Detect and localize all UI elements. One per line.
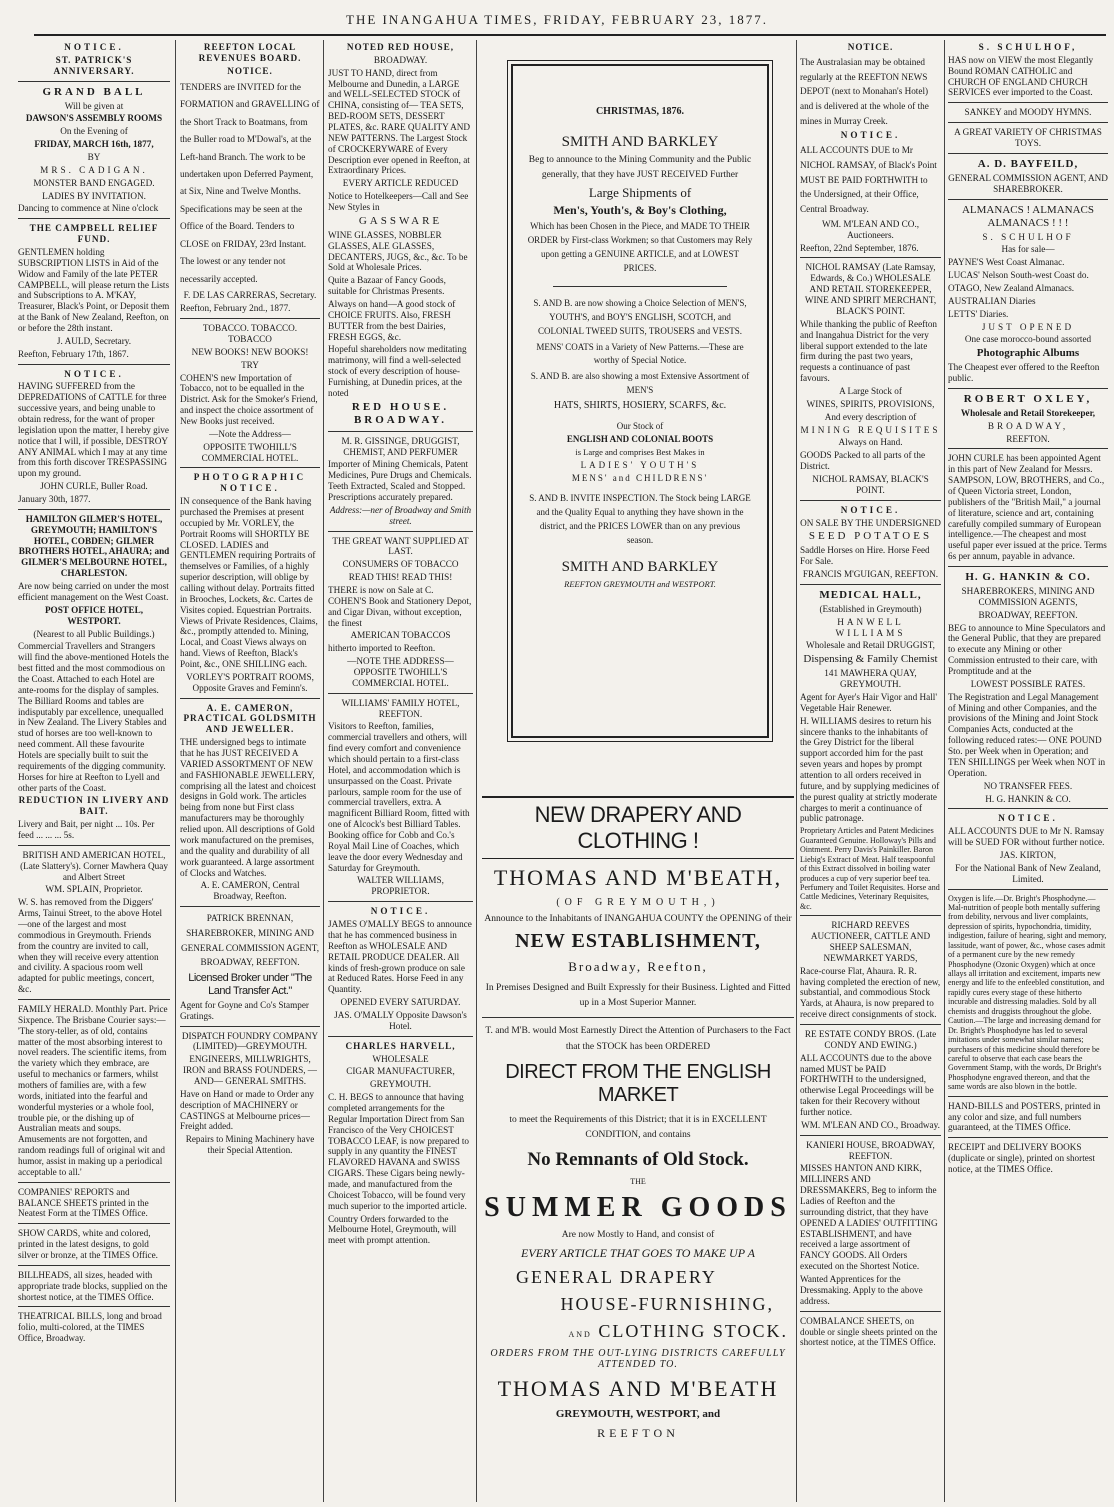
notice-heading: NOTICE.: [64, 368, 124, 379]
every-description: And every description of: [824, 411, 917, 422]
theatrical-bills: THEATRICAL BILLS, long and broad folio, multi-colored, at the TIMES Office, Broadway.: [18, 1311, 162, 1344]
rule: [18, 999, 170, 1000]
location-line: Broadway, Reefton,: [568, 959, 708, 974]
rule: [18, 218, 170, 219]
hotel-proprietor: WM. SPLAIN, Proprietor.: [45, 884, 143, 895]
rule: [948, 102, 1108, 103]
chosen-body: Which has been Chosen in the Piece, and MADE TO THEIR ORDER by First-class Workmen; so that Customers may Rely upon getting a GENUINE ARTICLE, and at LOWEST PRICES.: [527, 220, 753, 273]
ball-band: MONSTER BAND ENGAGED.: [33, 177, 155, 188]
rule: [328, 531, 473, 532]
post-office-hotel: POST OFFICE HOTEL, WESTPORT.: [44, 604, 144, 626]
meet-requirements: to meet the Requirements of this District; that it is in EXCELLENT CONDITION, and contains: [509, 1114, 767, 1140]
wholesale-label: WHOLESALE: [372, 1053, 429, 1064]
smith-barkley-intro: Beg to announce to the Mining Community and the Public generally, that they have JUST RECEIVED Further: [528, 155, 752, 180]
boots-heading: ENGLISH AND COLONIAL BOOTS: [566, 434, 714, 444]
direct-attention: T. and M'B. would Most Earnestly Direct the Attention of Purchasers to the Fact that the STOCK has been ORDERED: [485, 1026, 791, 1052]
almanacs-heading: ALMANACS ! ALMANACS ALMANACS ! ! !: [961, 203, 1095, 229]
brennan-heading: PATRICK BRENNAN, SHAREBROKER, MINING AND GENERAL COMMISSION AGENT, BROADWAY, REEFTON.: [180, 913, 320, 968]
notice-heading: NOTICE.: [64, 42, 124, 52]
announce-line: Announce to the Inhabitants of INANGAHUA COUNTY the OPENING of their: [484, 914, 792, 924]
ramsay-signature: NICHOL RAMSAY, BLACK'S POINT.: [812, 473, 929, 495]
relief-fund-heading: THE CAMPBELL RELIEF FUND.: [29, 223, 159, 245]
rule: [18, 81, 170, 82]
engineers-body: Have on Hand or made to Order any description of MACHINERY or CASTINGS at Melbourne prices—Freight added.: [180, 1088, 314, 1132]
mguigan-signature: FRANCIS M'GUIGAN, REEFTON.: [802, 569, 939, 580]
new-books-heading: NEW BOOKS! NEW BOOKS!: [191, 346, 309, 357]
british-american-body: W. S. has removed from the Diggers' Arms, Tainui Street, to the above Hotel—one of the largest and most commodious in Greymouth. Friends from the country are invited to call, when they will receive every attention and civility. A spacious room well adapted for public meetings, concert, &c.: [18, 897, 163, 995]
hankin-signature: H. G. HANKIN & CO.: [985, 793, 1071, 804]
rule: [18, 1182, 170, 1183]
mclean-signature: WM. M'LEAN AND CO., Auctioneers.: [821, 218, 920, 240]
clothing-stock-text: CLOTHING STOCK.: [598, 1321, 788, 1342]
saddle-horses: Saddle Horses on Hire. Horse Feed For Sale.: [800, 545, 930, 567]
commission-agent: GENERAL COMMISSION AGENT, AND SHAREBROKER.: [948, 172, 1108, 194]
oxley-reefton: REEFTON.: [1006, 433, 1050, 444]
schulhof-body: HAS now on VIEW the most Elegantly Bound ROMAN CATHOLIC and CHURCH OF ENGLAND CHURCH SERVICES ever imported to the Coast.: [948, 54, 1094, 98]
rule: [180, 1026, 320, 1027]
large-shipments: Large Shipments of: [588, 184, 692, 200]
rule: [800, 257, 941, 258]
post-office-sub: (Nearest to all Public Buildings.): [33, 628, 155, 639]
rule: [482, 1017, 794, 1018]
column-6: [948, 40, 1108, 1502]
post-office-body: Commercial Travellers and Strangers will find the above-mentioned Hotels the best fitted and the most commodious on the Coast. Attached to each Hotel are ante-rooms for the display of samples. The Billiard Rooms and tables are indisputably par excellence, unequalled in New Zealand. The Livery Stables and stud of horses are too well-known to need comment. All these favourite Hotels are specially built to suit the requirements of the digging community. Horses for hire at Reefton to Lyell and other parts of the Coast.: [18, 641, 169, 793]
makers-line: is Large and comprises Best Makes in: [575, 447, 705, 458]
rule: [948, 448, 1108, 449]
on-sale: ON SALE BY THE UNDERSIGNED: [800, 517, 941, 528]
column-divider: [944, 40, 945, 1502]
omally-signature: JAS. O'MALLY Opposite Dawson's Hotel.: [334, 1009, 467, 1031]
st-patrick-heading: ST. PATRICK'S ANNIVERSARY.: [53, 54, 135, 76]
thomas-mbeath-heading: THOMAS AND M'BEATH,: [493, 865, 783, 890]
summer-goods: SUMMER GOODS: [484, 1192, 792, 1224]
cohen-tobacco-body: COHEN'S new Importation of Tobacco, not to be equalled in the District. Ask for the Smoker's Friend, and inspect the choice assortment of New Books just received.: [180, 372, 318, 426]
rule: [800, 915, 941, 916]
of-greymouth: (OF GREYMOUTH,): [556, 897, 720, 908]
paynes-almanac: PAYNE'S West Coast Almanac.: [948, 257, 1065, 268]
kirton-sub: For the National Bank of New Zealand, Limited.: [955, 862, 1101, 884]
reefton-line: REEFTON: [597, 1426, 679, 1441]
notice-heading: NOTICE.: [227, 65, 273, 76]
smith-barkley-footer: SMITH AND BARKLEY: [561, 559, 719, 576]
oxley-storekeeper: Wholesale and Retail Storekeeper,: [960, 407, 1096, 418]
rule: [180, 906, 320, 907]
australian-diaries: AUSTRALIAN Diaries: [948, 295, 1036, 306]
mclean-date: Reefton, 22nd September, 1876.: [800, 242, 919, 253]
goods-packed: GOODS Packed to all parts of the District.: [800, 450, 926, 472]
opened-saturday: OPENED EVERY SATURDAY.: [340, 997, 461, 1008]
rule: [328, 693, 473, 694]
medical-hall-heading: MEDICAL HALL,: [819, 588, 922, 601]
rule: [328, 1036, 473, 1037]
condy-signature: WM. M'LEAN AND CO., Broadway.: [801, 1119, 940, 1130]
williams-signature: WALTER WILLIAMS, PROPRIETOR.: [357, 875, 444, 897]
ball-place: DAWSON'S ASSEMBLY ROOMS: [25, 113, 163, 124]
williams-hotel-heading: WILLIAMS' FAMILY HOTEL, REEFTON.: [341, 697, 460, 719]
christmas-toys: A GREAT VARIETY OF CHRISTMAS TOYS.: [954, 127, 1102, 149]
masthead-title: THE INANGAHUA TIMES, FRIDAY, FEBRUARY 23, 1877.: [346, 12, 768, 27]
invite-body: S. AND B. INVITE INSPECTION. The Stock being LARGE and the Quality Equal to anything they have shown in the district, and the PRICES LOWER than on any previous season.: [529, 493, 751, 546]
proprietary-list: Proprietary Articles and Patent Medicines Guaranteed Genuine. Holloway's Pills and Ointment. Perry Davis's Painkiller. Baron Liebig's Extract of Meat. Half teaspoonful of this Extract dissolved in boiling water produces a cup of very superior beef tea. Perfumery and Toilet Requisites. Horse and Cattle Medicines, Veterinary Requisites, &c.: [800, 826, 940, 911]
out-lying-orders: ORDERS FROM THE OUT-LYING DISTRICTS CAREFULLY ATTENDED TO.: [490, 1348, 786, 1371]
cattle-notice-signature: JOHN CURLE, Buller Road.: [40, 481, 148, 492]
rule: [328, 901, 473, 902]
ball-by: BY: [87, 151, 101, 162]
livery-heading: REDUCTION IN LIVERY AND BAIT.: [18, 795, 170, 817]
gissinge-address: Address:—ner of Broadway and Smith street.: [329, 504, 472, 526]
druggist-label: Wholesale and Retail DRUGGIST,: [806, 640, 935, 651]
stamper-agent: Agent for Goyne and Co's Stamper Gratings.: [180, 999, 309, 1021]
imported-note: hitherto imported to Reefton.: [328, 643, 436, 654]
fancy-goods-bazaar: Quite a Bazaar of Fancy Goods, suitable for Christmas Presents.: [328, 275, 446, 297]
cigar-manufacturer: CIGAR MANUFACTURER,: [346, 1066, 455, 1077]
show-cards: SHOW CARDS, white and colored, printed in the latest designs, to gold silver or bronze, at the TIMES Office.: [18, 1228, 158, 1261]
rule: [948, 199, 1108, 200]
greymouth-label: GREYMOUTH.: [370, 1079, 431, 1090]
hanton-kirk-body: MISSES HANTON AND KIRK, MILLINERS AND DRESSMAKERS, Beg to inform the Ladies of Reefton and the surrounding district, that they have OPENED A LADIES' OUTFITTING ESTABLISHMENT, and have received a large assortment of FANCY GOODS. All Orders executed on the Shortest Notice.: [800, 1163, 938, 1272]
otago-almanac: OTAGO, New Zealand Almanacs.: [948, 282, 1075, 293]
oxley-heading: ROBERT OXLEY,: [963, 392, 1093, 405]
letts-diaries: LETTS' Diaries.: [948, 308, 1009, 319]
column-5: [800, 40, 941, 1502]
no-transfer-fees: NO TRANSFER FEES.: [983, 780, 1073, 791]
hats-line: HATS, SHIRTS, HOSIERY, SCARFS, &c.: [553, 400, 727, 412]
rule: [180, 698, 320, 699]
harvell-heading: CHARLES HARVELL,: [345, 1040, 456, 1051]
and-label: AND: [568, 1330, 592, 1340]
cameron-signature: A. E. CAMERON, Central Broadway, Reefton.: [200, 880, 300, 902]
premises-line: In Premises Designed and Built Expressly for their Business. Lighted and Fitted up in a Most Superior Manner.: [485, 983, 791, 1009]
american-tobaccos: AMERICAN TOBACCOS: [350, 630, 451, 641]
column-divider: [323, 40, 324, 1502]
rule: [180, 318, 320, 319]
every-article-reduced: EVERY ARTICLE REDUCED: [342, 178, 459, 189]
billheads: BILLHEADS, all sizes, headed with appropriate trade blocks, supplied on the shortest notice, at the TIMES Office.: [18, 1269, 168, 1302]
column-divider: [476, 40, 477, 1502]
american-tobacco-body: THERE is now on Sale at C. COHEN'S Book and Stationery Depot, and Cigar Divan, without exception, the finest: [328, 585, 472, 628]
wanted-apprentices: Wanted Apprentices for the Dressmaking. Apply to the above address.: [800, 1274, 923, 1306]
english-market: DIRECT FROM THE ENGLISH MARKET: [505, 1060, 771, 1106]
smith-barkley-heading: SMITH AND BARKLEY: [561, 133, 719, 150]
rule: [948, 808, 1108, 809]
gilmer-hotels-body: Are now being carried on under the most efficient management on the West Coast.: [18, 581, 169, 602]
rule: [800, 1311, 941, 1312]
curle-agent-body: JOHN CURLE has been appointed Agent in this part of New Zealand for Messrs. SAMPSON, LOW, BROTHERS, and Co., of Queen Victoria street, London, publishers of the "British Mail," a journal of literature, science and art, containing carefully compiled summary of European intelligence.—The cheapest and most useful paper ever issued at the price. Terms 6s per annum, payable in advance.: [948, 453, 1107, 562]
reeves-heading: RICHARD REEVES AUCTIONEER, CATTLE AND SHEEP SALESMAN, NEWMARKET YARDS,: [810, 920, 931, 963]
red-house-body: JUST TO HAND, direct from Melbourne and Dunedin, a LARGE and WELL-SELECTED STOCK of CHINA, consisting of— TEA SETS, BED-ROOM SETS, DESSERT PLATES, &c. RARE QUALITY AND NEW PATTERNS. The Largest Stock of CROCKERYWARE of Every Description ever opened in Reefton, at Extraordinary Prices.: [328, 67, 471, 176]
cheapest-offered: The Cheapest ever offered to the Reefton public.: [948, 362, 1100, 384]
british-american-hotel: BRITISH AND AMERICAN HOTEL, (Late Slattery's). Corner Mawhera Quay and Albert Street: [20, 849, 168, 882]
nichol-ramsay-body: While thanking the public of Reefton and Inangahua District for the very liberal support extended to the late firm during the past two years, requests a continuance of past favours.: [800, 318, 938, 384]
rule: [18, 845, 170, 846]
has-for-sale: Has for sale—: [1001, 244, 1055, 255]
cattle-notice-body: HAVING SUFFERED from the DEPREDATIONS of CATTLE for three successive years, and being unable to obtain redress, for the want of proper legislation upon the matter, I hereby give notice that I will, if possible, DESTROY ANY ANIMAL which I may at any time from this forth discover TRESPASSING upon my ground.: [18, 381, 169, 479]
condy-heading: RE ESTATE CONDY BROS. (Late CONDY AND EWING.): [804, 1029, 937, 1050]
no-remnants: No Remnants of Old Stock.: [527, 1149, 749, 1171]
column-1: [18, 40, 170, 1502]
kanieri-house: KANIERI HOUSE, BROADWAY, REEFTON.: [806, 1139, 935, 1161]
rule: [948, 153, 1108, 154]
notice-heading: NOTICE.: [847, 42, 894, 52]
rule: [553, 286, 727, 287]
towns-line: GREYMOUTH, WESTPORT, and: [555, 1408, 721, 1421]
companies-reports: COMPANIES' REPORTS and BALANCE SHEETS printed in the Neatest Form at the TIMES Office.: [18, 1186, 149, 1219]
relief-fund-signature: J. AULD, Secretary.: [56, 335, 132, 346]
mens-childrens: MENS' and CHILDRENS': [571, 473, 709, 484]
rule: [18, 1306, 170, 1307]
hanwell-williams: HANWELL WILLIAMS: [835, 616, 906, 638]
twohill-address: OPPOSITE TWOHILL'S COMMERCIAL HOTEL.: [201, 441, 299, 463]
hankin-sub: SHAREBROKERS, MINING AND COMMISSION AGENTS,: [961, 586, 1095, 607]
licensed-broker: Licensed Broker under "The Land Transfer Act.": [188, 971, 312, 997]
receipt-books: RECEIPT and DELIVERY BOOKS (duplicate or single), printed on shortest notice, at the TIMES Office.: [948, 1142, 1095, 1174]
registration-body: The Registration and Legal Management of Mining and other Companies, and the provisions of the Mining and Joint Stock Companies Acts, conducted at the following reduced rates:— ONE POUND Sto. per Week when in Operation; and TEN SHILLINGS per Week when NOT in Operation.: [948, 691, 1106, 778]
harvell-body: C. H. BEGS to announce that having completed arrangements for the Regular Importation Direct from San Francisco of the Very CHOICEST TOBACCO LEAF, is now prepared to supply in any quantity the FINEST FLAVORED HAVANA and SWISS CIGARS. These Cigars being newly-made, and manufactured from the Choicest Tobacco, will be found very much superior to the imported article.: [328, 1092, 469, 1211]
oxley-broadway: BROADWAY,: [987, 420, 1069, 431]
mostly-to-hand: Are now Mostly to Hand, and consist of: [561, 1230, 715, 1241]
christmas-label: CHRISTMAS, 1876.: [595, 106, 685, 117]
ball-date: FRIDAY, MARCH 16th, 1877,: [34, 139, 154, 150]
engineers-heading: ENGINEERS, MILLWRIGHTS, IRON and BRASS FOUNDERS, —AND— GENERAL SMITHS.: [182, 1054, 317, 1087]
ball-evening: On the Evening of: [60, 126, 128, 137]
rule: [948, 1096, 1108, 1097]
column-divider: [796, 40, 797, 1502]
gissinge-heading: M. R. GISSINGE, DRUGGIST, CHEMIST, AND PERFUMER: [341, 435, 460, 457]
nichol-ramsay-heading: NICHOL RAMSAY (Late Ramsay, Edwards, & Co.) WHOLESALE AND RETAIL STOREKEEPER, WINE AND SPIRIT MERCHANT, BLACK'S POINT.: [804, 262, 937, 316]
vorley-portrait-rooms: VORLEY'S PORTRAIT ROOMS, Opposite Graves and Feminn's.: [186, 671, 314, 693]
grand-ball-heading: GRAND BALL: [42, 85, 146, 98]
try-label: TRY: [241, 359, 259, 370]
every-article: EVERY ARTICLE THAT GOES TO MAKE UP A: [521, 1246, 755, 1261]
rule: [948, 889, 1108, 890]
address-note: —Note the Address—: [209, 428, 291, 439]
hanwell-body: H. WILLIAMS desires to return his sincere thanks to the inhabitants of the Grey District for the liberal support accorded him for the past seven years and hopes by prompt attention to all orders received in future, and by supplying medicines of the purest quality at strictly moderate charges to merit a continuance of public patronage.: [800, 715, 940, 824]
glassware-list: WINE GLASSES, NOBBLER GLASSES, ALE GLASSES, DECANTERS, JUGS, &c., &c. To be Sold at Wholesale Prices.: [328, 229, 468, 273]
rule: [180, 467, 320, 468]
australasian-notice: The Australasian may be obtained regularly at the REEFTON NEWS DEPOT (next to Monahan's Hotel) and is delivered at the whole of the mines in Murray Creek.: [800, 56, 929, 126]
cameron-heading: A. E. CAMERON, PRACTICAL GOLDSMITH AND JEWELLER.: [183, 702, 317, 735]
large-stock: A Large Stock of: [839, 385, 902, 396]
coats-body: MENS' COATS in a Variety of New Patterns.—These are worthy of Special Notice.: [536, 341, 744, 366]
showing-body: S. AND B. are now showing a Choice Selection of MEN'S, YOUTH'S, and BOY'S ENGLISH, SCOTCH, and COLONIAL TWEED SUITS, TROUSERS and VESTS.: [533, 297, 747, 336]
wines-spirits: WINES, SPIRITS, PROVISIONS,: [806, 398, 935, 409]
rule: [948, 122, 1108, 123]
notice-heading: NOTICE.: [998, 813, 1058, 824]
bayfeild-heading: A. D. BAYFEILD,: [977, 157, 1079, 170]
thomas-mbeath-advert: [482, 790, 794, 1502]
ball-dancing: Dancing to commence at Nine o'clock: [18, 203, 159, 214]
revenues-board-heading: REEFTON LOCAL REVENUES BOARD.: [198, 42, 302, 63]
great-want-heading: THE GREAT WANT SUPPLIED AT LAST.: [332, 535, 469, 557]
consumers-heading: CONSUMERS OF TOBACCO: [342, 559, 459, 570]
schulhof-heading: S. SCHULHOF,: [978, 42, 1078, 52]
read-this-heading: READ THIS! READ THIS!: [348, 572, 453, 583]
our-stock: Our Stock of: [616, 420, 664, 431]
gilmer-hotels: HAMILTON GILMER'S HOTEL, GREYMOUTH; HAMILTON'S HOTEL, COBDEN; GILMER BROTHERS HOTEL, AHAURA; and GILMER'S MELBOURNE HOTEL, CHARLESTON.: [18, 513, 170, 579]
note-address: —NOTE THE ADDRESS— OPPOSITE TWOHILL'S COMMERCIAL HOTEL.: [347, 656, 454, 688]
rule: [800, 1135, 941, 1136]
tender-date: Reefton, February 2nd., 1877.: [180, 303, 291, 314]
column-divider: [175, 40, 176, 1502]
drapery-headline: NEW DRAPERY AND CLOTHING !: [482, 796, 794, 859]
ball-given: Will be given at: [64, 100, 124, 111]
column-2: [180, 40, 320, 1502]
smith-barkley-places: REEFTON GREYMOUTH and WESTPORT.: [564, 578, 716, 589]
sankey-hymns: SANKEY and MOODY HYMNS.: [964, 107, 1092, 118]
just-opened: JUST OPENED: [981, 321, 1075, 332]
ball-ladies: LADIES BY INVITATION.: [42, 190, 146, 201]
repairs-note: Repairs to Mining Machinery have their Special Attention.: [185, 1134, 315, 1156]
red-house-footer: RED HOUSE. BROADWAY.: [351, 400, 450, 426]
dispatch-foundry: DISPATCH FOUNDRY COMPANY (LIMITED)—GREYMOUTH.: [181, 1030, 319, 1052]
the-label: THE: [630, 1177, 646, 1187]
medical-hall-sub: (Established in Greymouth): [819, 603, 922, 614]
rule: [18, 509, 170, 510]
kirton-signature: JAS. KIRTON,: [999, 849, 1057, 860]
rule: [18, 1265, 170, 1266]
gissinge-body: Importer of Mining Chemicals, Patent Medicines, Pure Drugs and Chemicals. Teeth Extracted, Scaled and Stopped. Prescriptions accurately prepared.: [328, 459, 472, 502]
column-3: [328, 40, 473, 1502]
cameron-body: THE undersigned begs to intimate that he has JUST RECEIVED A VARIED ASSORTMENT OF NEW and FASHIONABLE JEWELLERY, comprising all the latest and choicest designs in Gold work. The articles being from none but First class manufacturers may be thoroughly relied upon. All descriptions of Gold work manufactured on the premises, and the quality and durability of all work guaranteed. A large assortment of Clocks and Watches.: [180, 737, 316, 878]
rule: [18, 1223, 170, 1224]
hand-bills: HAND-BILLS and POSTERS, printed in any color and size, and full numbers guaranteed, at the TIMES Office.: [948, 1100, 1101, 1133]
hankin-address: BROADWAY, REEFTON.: [978, 609, 1078, 620]
broadway-label: BROADWAY.: [373, 54, 428, 65]
hankin-heading: H. G. HANKIN & CO.: [965, 571, 1091, 584]
mining-requisites: MINING REQUISITES: [800, 424, 941, 435]
notice-heading: NOTICE.: [370, 906, 431, 917]
tobacco-heading: TOBACCO. TOBACCO. TOBACCO: [202, 323, 298, 344]
general-drapery: GENERAL DRAPERY: [516, 1267, 717, 1288]
country-orders: Country Orders forwarded to the Melbourne Hotel, Greymouth, will meet with prompt attention.: [328, 1213, 457, 1246]
rule: [948, 566, 1108, 567]
morocco-case: One case morocco-bound assorted: [964, 334, 1092, 345]
glassware-heading: GASSWARE: [358, 214, 443, 227]
tender-signature: F. DE LAS CARRERAS, Secretary.: [183, 290, 317, 301]
rule: [948, 388, 1108, 389]
rule: [18, 364, 170, 365]
relief-fund-body: GENTLEMEN holding SUBSCRIPTION LISTS in Aid of the Widow and Family of the late PETER CAMPBELL, will please return the Lists and Subscriptions to A. M'KAY, Treasurer, Black's Point, or Deposit them at the Bank of New Zealand, Reefton, on or before the 28th instant.: [18, 247, 170, 334]
lucas-almanac: LUCAS' Nelson South-west Coast do.: [948, 270, 1089, 281]
schulhof-name: S. SCHULHOF: [982, 231, 1074, 242]
relief-fund-date: Reefton, February 17th, 1867.: [18, 348, 129, 359]
house-furnishing: HOUSE-FURNISHING,: [560, 1294, 774, 1315]
seed-potatoes: SEED POTATOES: [808, 530, 933, 543]
phosphodyne-advert: Oxygen is life.—Dr. Bright's Phosphodyne.—Mal-nutrition of people both mentally suffering from debility, nervous and liver complaints, depression of spirits, hypochondria, timidity, indigestion, failure of hearing, sight and memory, lassitude, want of power, &c., whose cases admit of a permanent cure by the new remedy Phosphodyne (Ozonic Oxygen) which at once allays all irritation and excitement, imparts new energy and life to the enfeebled constitution, and rapidly cures every stage of these hitherto incurable and distressing maladies. Sold by all chemists and druggists throughout the globe. Caution.—The large and increasing demand for Dr. Bright's Phosphodyne has led to several imitations under somewhat similar names; purchasers of this medicine should therefore be careful to observe that each case bears the Government Stamp, with the words, Dr Bright's Phosphodyne engraved thereon, and that the same words are also blown in the bottle.: [948, 893, 1107, 1092]
dispensing-chemist: Dispensing & Family Chemist: [803, 653, 938, 666]
header-rule: [34, 34, 1106, 36]
williams-hotel-body: Visitors to Reefton, families, commercial travellers and others, will find every comfort and convenience which should pertain to a first-class Hotel, and accommodation which is unsurpassed on the Coast. Private parlours, sample room for the use of commercial travellers, extra. A magnificent Billiard Room, fitted with one of Alcock's best Billiard Tables. Booking office for Cobb and Co.'s Royal Mail Line of Coaches, which leave the door every Wednesday and Saturday for Greymouth.: [328, 721, 470, 873]
ladies-youths: LADIES' YOUTH'S: [580, 459, 700, 470]
thomas-mbeath-footer: THOMAS AND M'BEATH: [497, 1376, 779, 1402]
clothing-stock: [482, 1321, 794, 1342]
livery-rates: Livery and Bait, per night ... 10s. Per feed ... ... ... 5s.: [18, 819, 155, 840]
extensive-body: S. AND B. are also showing a most Extensive Assortment of MEN'S: [530, 371, 750, 396]
ramsay-accounts: ALL ACCOUNTS DUE to Mr NICHOL RAMSAY, of Black's Point MUST BE PAID FORTHWITH to the Undersigned, at their Office, Central Broadway.: [800, 145, 937, 215]
new-establishment: NEW ESTABLISHMENT,: [515, 930, 761, 952]
clothing-heading: Men's, Youth's, & Boy's Clothing,: [553, 202, 727, 217]
rule: [800, 500, 941, 501]
photographic-notice-body: IN consequence of the Bank having purchased the Premises at present occupied by Mr. VORLEY, the Portrait Rooms will SHORTLY BE CLOSED. LADIES and GENTLEMEN requiring Portraits of themselves or Families, of a highly superior description, will oblige by calling without delay. Portraits fitted in Brooches, Lockets, &c. Cartes de Visites copied. Equestrian Portraits. Views of Private Residences, Claims, &c., promptly attended to. Mining, Local, and Coast Views always on hand. Views of Reefton, Black's Point, &c., ONE SHILLING each.: [180, 496, 318, 670]
hankin-body: BEG to announce to Mine Speculators and the General Public, that they are prepared to execute any Mining or other Commission entrusted to their care, with Promptitude and at the: [948, 622, 1106, 677]
rule: [948, 1137, 1108, 1138]
always-on-hand: Always on hand—A good stock of CHOICE FRUITS. Also, FRESH BUTTER from the best Dairies, FRESH EGGS, &c.: [328, 299, 456, 342]
tender-body: TENDERS are INVITED for the FORMATION and GRAVELLING of the Short Track to Boatmans, from the Buller road to M'Dowal's, at the Left-hand Branch. The work to be undertaken upon Deferred Payment, at Six, Nine and Twelve Months. Specifications may be seen at the Office of the Board. Tenders to CLOSE on FRIDAY, 23rd Instant. The lowest or any tender not necessarily accepted.: [180, 81, 320, 284]
condy-body: ALL ACCOUNTS due to the above named MUST be PAID FORTHWITH to the undersigned, otherwise Legal Proceedings will be taken for their Recovery without further notice.: [800, 1052, 934, 1118]
smith-barkley-advert: [511, 64, 769, 738]
family-herald: FAMILY HERALD. Monthly Part. Price Sixpence. The Brisbane Courier says:— 'The story-teller, as of old, contains matter of the most absorbing interest to novel readers. The scientific items, from the variety which they embrace, are useful to mechanics or farmers, whilst mothers of families are, with a few words, initiated into the fearful and wonderful mysteries or a whole fool, trouble pie, or the dishing up of Australian meats and soups. Amusements are not forgotten, and random readings full of original wit and humor, assist in making up a periodical acceptable to all.': [18, 1004, 168, 1177]
rule: [800, 1024, 941, 1025]
notice-heading: NOTICE.: [840, 504, 901, 515]
ball-host: MRS. CADIGAN.: [40, 164, 148, 175]
ramsay-sued-notice: ALL ACCOUNTS DUE to Mr N. Ramsay will be SUED FOR without further notice.: [948, 826, 1105, 848]
cattle-notice-date: January 30th, 1877.: [18, 494, 91, 505]
shareholders-note: Hopeful shareholders now meditating matrimony, will find a well-selected stock of every description of house-Furnishing, at Dunedin prices, at the noted: [328, 344, 467, 398]
reeves-body: Race-course Flat, Ahaura. R. R. having completed the erection of new, substantial, and commodious Stock Yards, at Ahaura, is now prepared to receive direct consignments of stock.: [800, 965, 941, 1020]
notice-heading: NOTICE.: [840, 130, 901, 141]
hotelkeepers-notice: Notice to Hotelkeepers—Call and See New Styles in: [328, 191, 469, 213]
photographic-notice-heading: PHOTOGRAPHIC NOTICE.: [193, 472, 307, 494]
lowest-rates: LOWEST POSSIBLE RATES.: [970, 678, 1086, 689]
rule: [328, 431, 473, 432]
photographic-albums: Photographic Albums: [976, 347, 1080, 360]
combalance-sheets: COMBALANCE SHEETS, on double or single sheets printed on the shortest notice, at the TIMES Office.: [800, 1315, 938, 1348]
omally-body: JAMES O'MALLY BEGS to announce that he has commenced business in Reefton as WHOLESALE AND RETAIL PRODUCE DEALER. All kinds of fresh-grown produce on sale at Reduced Rates. Horse Feed in any Quantity.: [328, 919, 472, 995]
ayers-agent: Agent for Ayer's Hair Vigor and Hall' Vegetable Hair Renewer.: [800, 692, 937, 713]
red-house-heading: NOTED RED HOUSE,: [346, 42, 455, 52]
rule: [800, 584, 941, 585]
mawhera-quay: 141 MAWHERA QUAY, GREYMOUTH.: [824, 668, 917, 690]
always-on-hand: Always on Hand.: [838, 437, 903, 448]
